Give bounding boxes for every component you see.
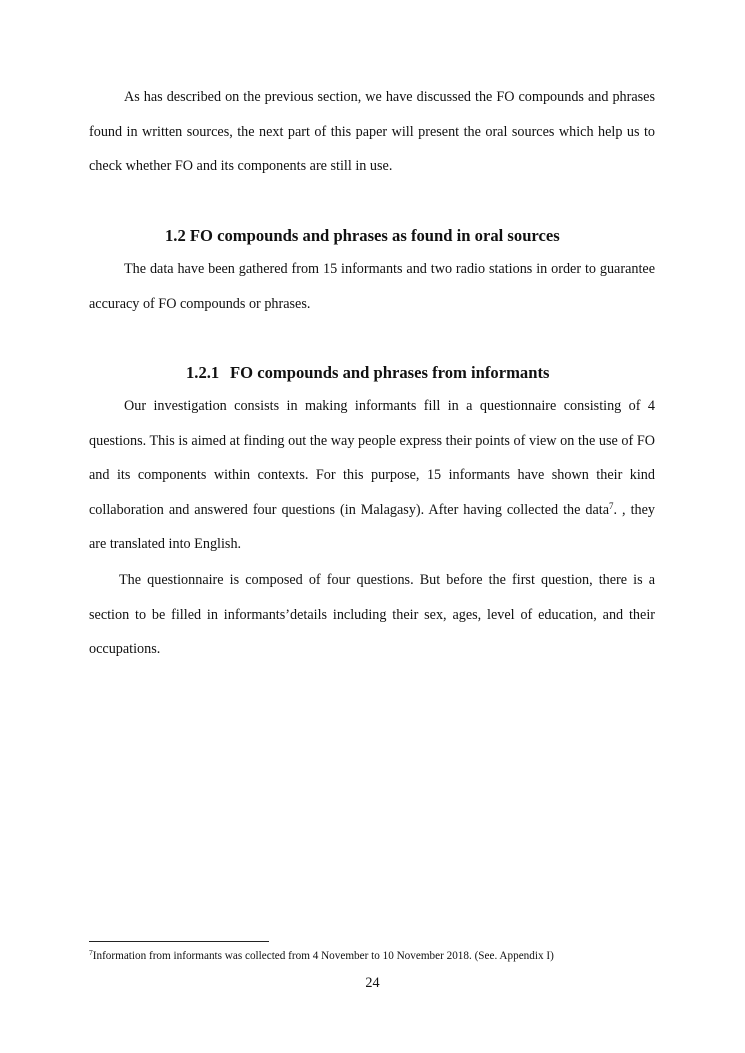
footnote-reference[interactable]: 7 bbox=[609, 500, 614, 511]
paragraph-data-sources bbox=[89, 252, 655, 321]
section-number: 1.2.1 bbox=[186, 363, 220, 382]
section-heading-1-2: 1.2 FO compounds and phrases as found in oral sources bbox=[165, 226, 560, 245]
paragraph-questionnaire-text: The questionnaire is composed of four questions. But before the first question, there is a section to be filled in informants’details including their sex, ages, level of education, and their occupations. bbox=[89, 572, 655, 658]
section-title: FO compounds and phrases from informants bbox=[230, 363, 550, 382]
page-number: 24 bbox=[365, 975, 380, 991]
section-heading-1-2-1 bbox=[186, 363, 549, 383]
paragraph-intro-text: As has described on the previous section, we have discussed the FO compounds and phrases found in written sources, the next part of this paper will present the oral sources which help us to check whether FO and its components are still in use. bbox=[89, 89, 655, 175]
footnote-marker: 7 bbox=[89, 948, 93, 957]
footnote-divider bbox=[89, 941, 269, 942]
footnote-text: Information from informants was collected from 4 November to 10 November 2018. (See. Appendix I) bbox=[92, 950, 554, 962]
paragraph-intro bbox=[89, 80, 655, 184]
paragraph-investigation-text: Our investigation consists in making informants fill in a questionnaire consisting of 4 questions. This is aimed at finding out the way people express their points of view on the use of FO and its components within contexts. For this purpose, 15 informants have shown their kind collaboration and answered four questions (in Malagasy). After having collected the data bbox=[89, 398, 655, 518]
paragraph-data-sources-text: The data have been gathered from 15 informants and two radio stations in order to guarantee accuracy of FO compounds or phrases. bbox=[89, 261, 655, 312]
footnote bbox=[89, 948, 554, 964]
paragraph-investigation-tail: . , they are translated into English. bbox=[89, 501, 655, 553]
paragraph-investigation bbox=[89, 389, 655, 562]
paragraph-questionnaire bbox=[89, 563, 655, 667]
